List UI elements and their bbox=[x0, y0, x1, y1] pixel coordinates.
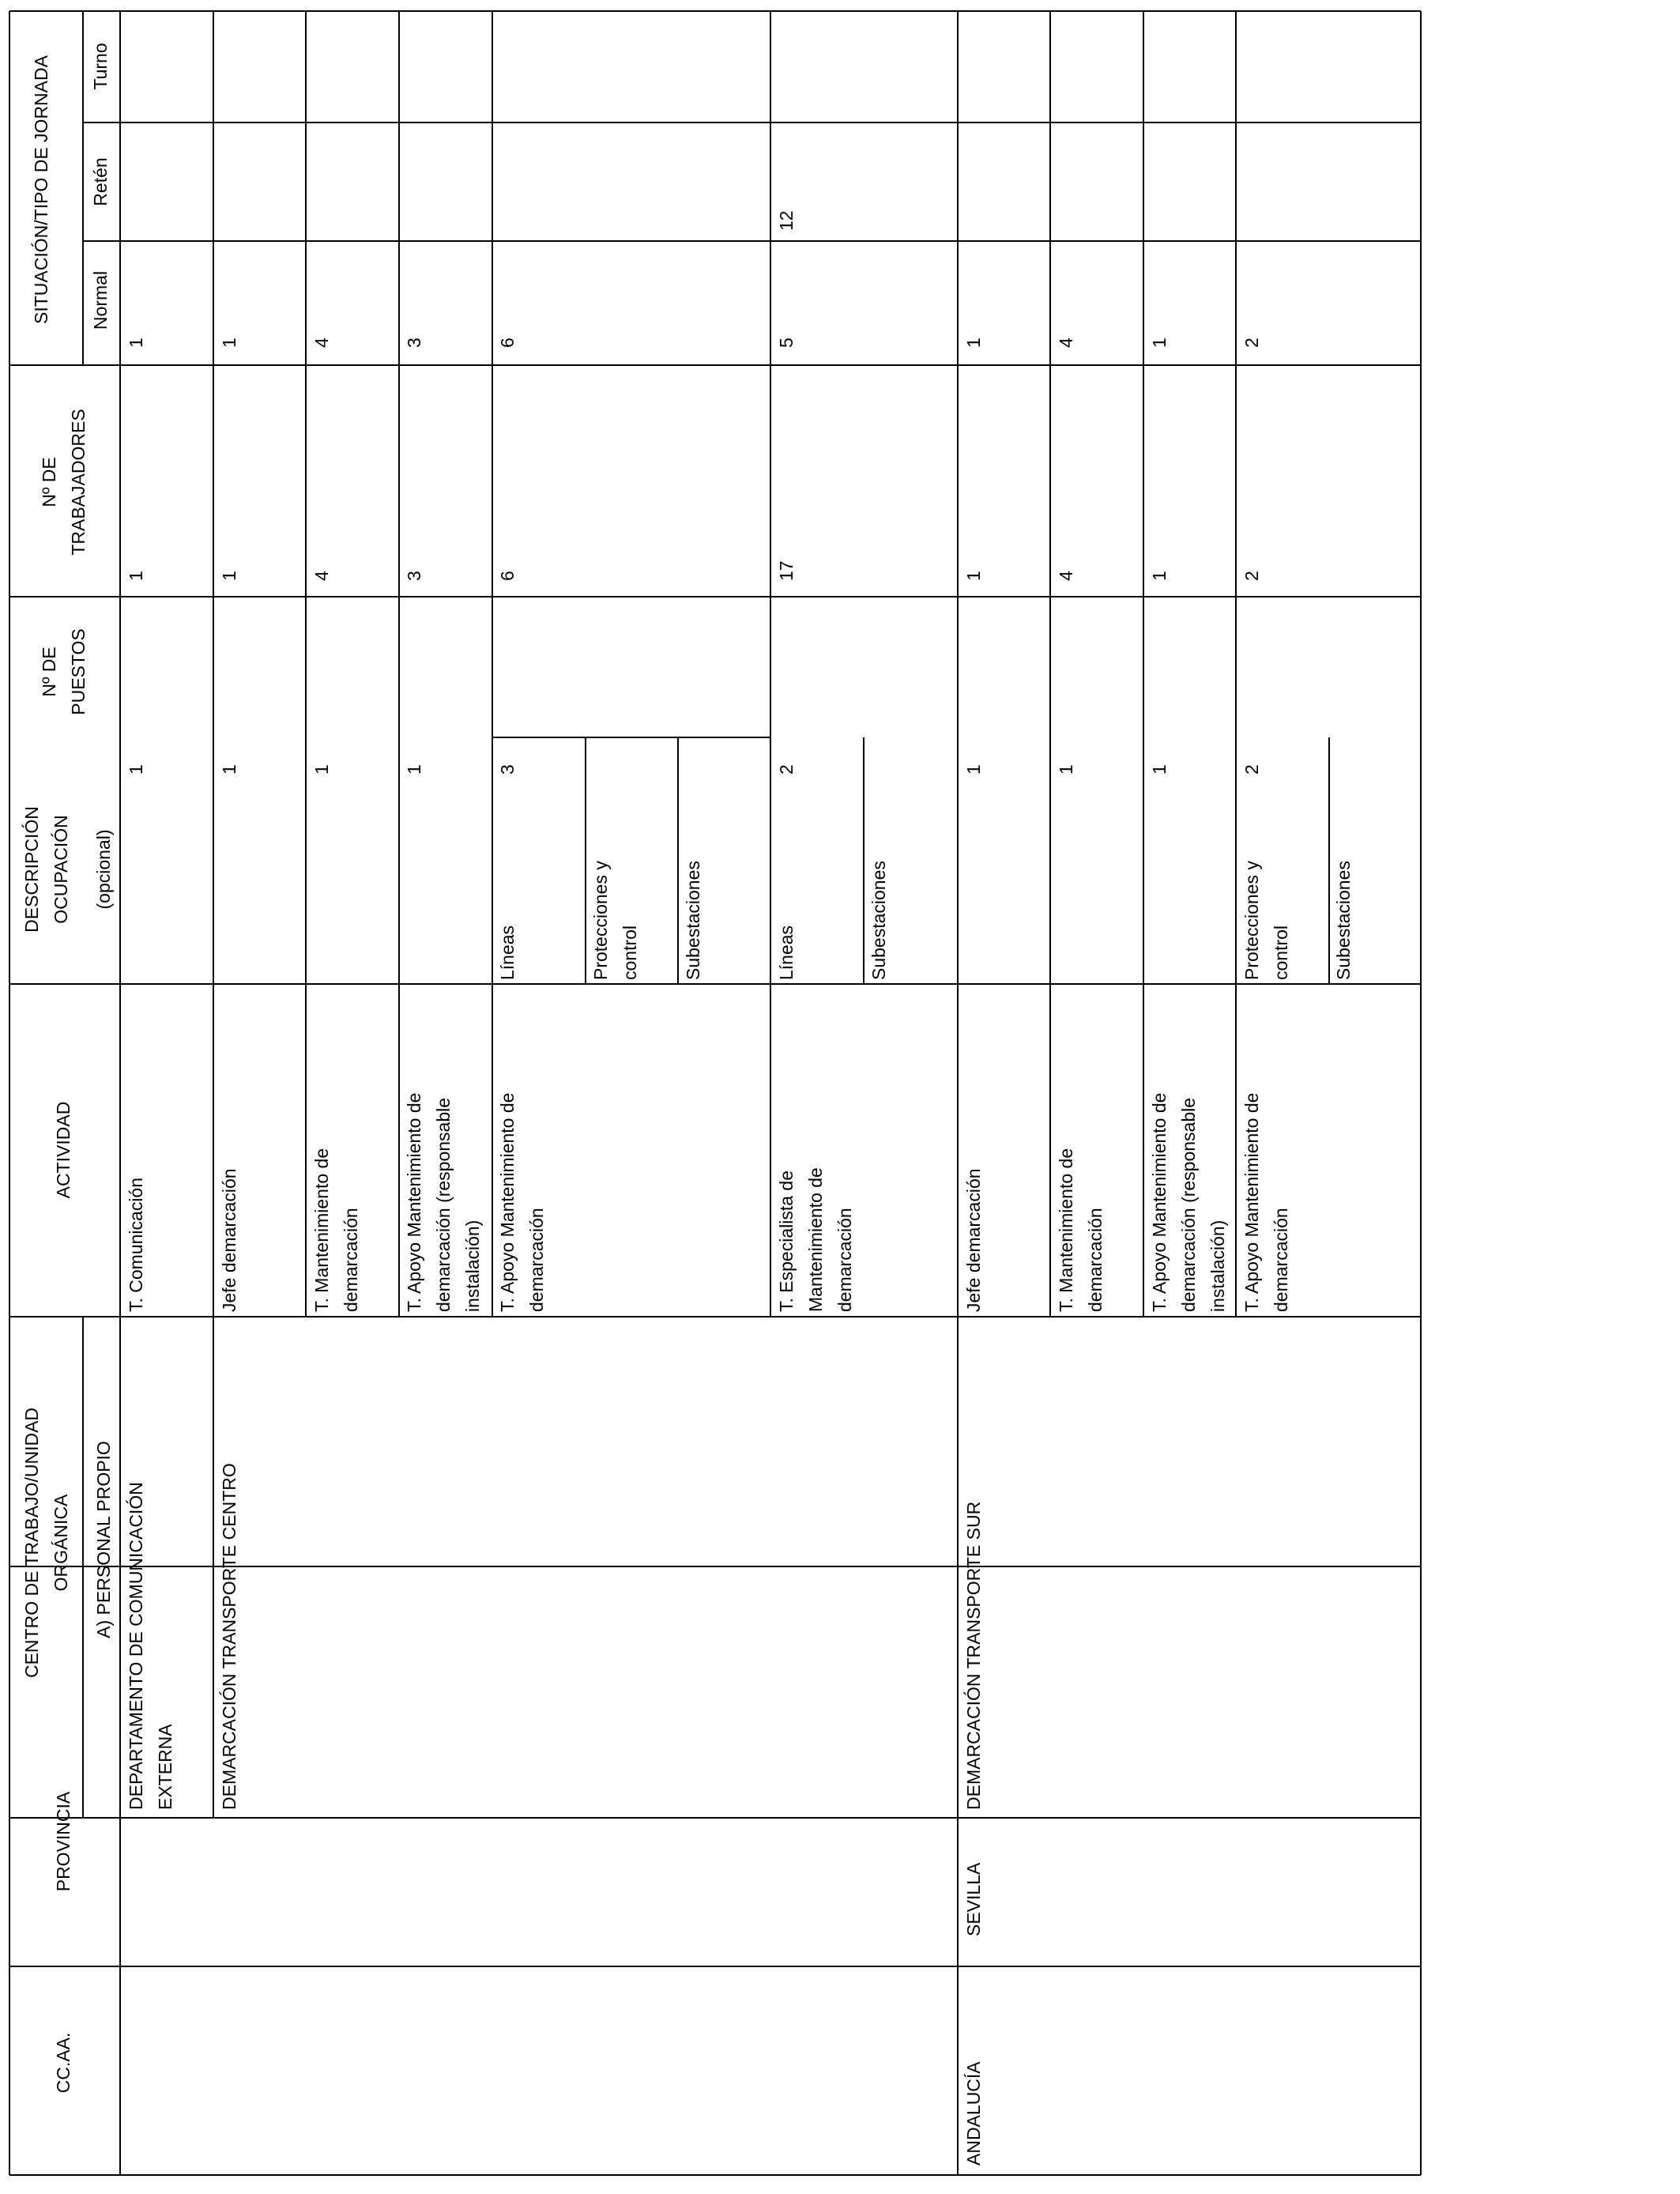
header-ccaa: CC.AA. bbox=[53, 2032, 73, 2094]
header-reten: Retén bbox=[90, 157, 111, 206]
table-grid bbox=[9, 11, 1421, 2175]
r2-actividad: Jefe demarcación bbox=[219, 1168, 239, 1312]
r10-actividad: T. Apoyo Mantenimiento de demarcación bbox=[1241, 1092, 1291, 1312]
r5-actividad: T. Apoyo Mantenimiento de demarcación bbox=[497, 1092, 547, 1312]
r1-puestos: 1 bbox=[126, 764, 146, 775]
header-puestos: Nº DE PUESTOS bbox=[39, 628, 89, 715]
header-turno: Turno bbox=[90, 43, 111, 90]
r9-actividad: T. Apoyo Mantenimiento de demarcación (responsable instalación) bbox=[1149, 1092, 1228, 1312]
r2-trabajadores: 1 bbox=[219, 571, 239, 581]
header-actividad: ACTIVIDAD bbox=[53, 1101, 73, 1199]
header-descripcion: DESCRIPCIÓN OCUPACIÓN bbox=[21, 806, 71, 933]
r9-trabajadores: 1 bbox=[1149, 571, 1170, 581]
r6-descripcion-b: Subestaciones bbox=[868, 861, 889, 980]
r9-puestos: 1 bbox=[1149, 764, 1170, 775]
r3-puestos: 1 bbox=[311, 764, 332, 775]
r8-puestos: 1 bbox=[1056, 764, 1076, 775]
header-provincia: PROVINCIA bbox=[53, 1791, 73, 1892]
r5-descripcion-b: Protecciones y control bbox=[590, 861, 640, 980]
r4-normal: 3 bbox=[404, 337, 424, 348]
r7-puestos: 1 bbox=[963, 764, 984, 775]
header-trabajadores: Nº DE TRABAJADORES bbox=[39, 409, 89, 556]
r4-trabajadores: 3 bbox=[404, 571, 424, 581]
header-personal-propio: A) PERSONAL PROPIO bbox=[93, 1441, 114, 1638]
r7-trabajadores: 1 bbox=[963, 571, 984, 581]
r1-normal: 1 bbox=[126, 337, 146, 348]
r5-trabajadores: 6 bbox=[497, 571, 518, 581]
r5-normal: 6 bbox=[497, 337, 518, 348]
r2-puestos: 1 bbox=[219, 764, 239, 775]
r8-actividad: T. Mantenimiento de demarcación bbox=[1056, 1148, 1106, 1312]
header-normal: Normal bbox=[90, 270, 111, 330]
r6-trabajadores: 17 bbox=[776, 560, 797, 581]
table-text bbox=[21, 43, 1354, 2166]
header-opcional: (opcional) bbox=[93, 829, 114, 910]
r3-trabajadores: 4 bbox=[311, 571, 332, 581]
r4-puestos: 1 bbox=[404, 764, 424, 775]
header-situacion: SITUACIÓN/TIPO DE JORNADA bbox=[31, 55, 51, 324]
r4-actividad: T. Apoyo Mantenimiento de demarcación (responsable instalación) bbox=[404, 1092, 483, 1312]
r7-normal: 1 bbox=[963, 337, 984, 348]
r7-centro: DEMARCACIÓN TRANSPORTE SUR bbox=[963, 1501, 984, 1810]
r1-centro: DEPARTAMENTO DE COMUNICACIÓN EXTERNA bbox=[126, 1482, 175, 1810]
r8-normal: 4 bbox=[1056, 337, 1076, 348]
r8-trabajadores: 4 bbox=[1056, 571, 1076, 581]
r10-puestos: 2 bbox=[1241, 764, 1262, 775]
r10-descripcion-b: Subestaciones bbox=[1333, 861, 1354, 980]
r5-descripcion-c: Subestaciones bbox=[683, 861, 703, 980]
r1-trabajadores: 1 bbox=[126, 571, 146, 581]
r6-descripcion: Líneas bbox=[776, 925, 797, 980]
r1-actividad: T. Comunicación bbox=[126, 1177, 146, 1312]
r7-ccaa: ANDALUCÍA bbox=[963, 2061, 984, 2166]
r3-normal: 4 bbox=[311, 337, 332, 348]
r5-puestos: 3 bbox=[497, 764, 518, 775]
r2-centro: DEMARCACIÓN TRANSPORTE CENTRO bbox=[219, 1463, 239, 1810]
r3-actividad: T. Mantenimiento de demarcación bbox=[311, 1148, 361, 1312]
r6-normal: 5 bbox=[776, 337, 797, 348]
r6-reten: 12 bbox=[776, 210, 797, 231]
r7-actividad: Jefe demarcación bbox=[963, 1168, 984, 1312]
r10-normal: 2 bbox=[1241, 337, 1262, 348]
r10-trabajadores: 2 bbox=[1241, 571, 1262, 581]
r6-puestos: 2 bbox=[776, 764, 797, 775]
r10-descripcion: Protecciones y control bbox=[1241, 861, 1291, 980]
r2-normal: 1 bbox=[219, 337, 239, 348]
r9-normal: 1 bbox=[1149, 337, 1170, 348]
r7-provincia: SEVILLA bbox=[963, 1862, 984, 1936]
r6-actividad: T. Especialista de Mantenimiento de demarcación bbox=[776, 1167, 855, 1312]
header-centro: CENTRO DE TRABAJO/UNIDAD ORGÁNICA bbox=[21, 1407, 71, 1679]
r5-descripcion: Líneas bbox=[497, 925, 518, 980]
